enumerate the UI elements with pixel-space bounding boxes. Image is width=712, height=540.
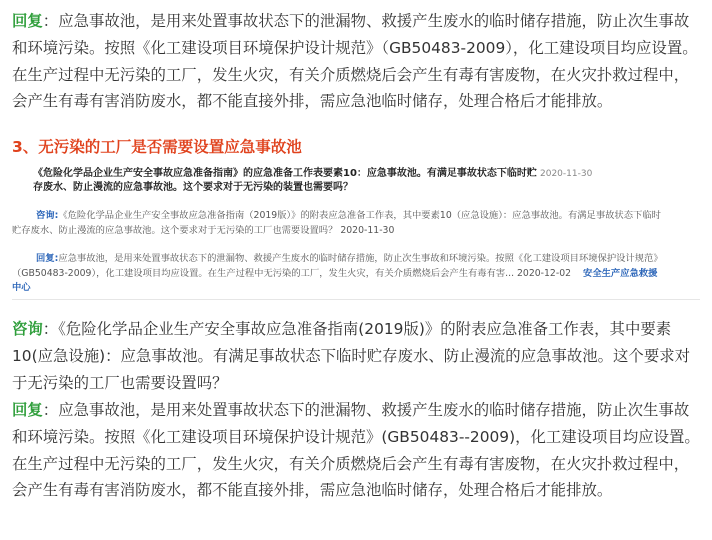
- reply-text: ：应急事故池，是用来处置事故状态下的泄漏物、救援产生废水的临时储存措施，防止次生事故和环境污染。按照《化工建设项目环境保护设计规范》(GB50483--2009)，化工建设项目均应设置。在生产过程中无污染的工厂，发生火灾，有关介质燃烧后会产生有毒有害废物，在火灾扑救过程中，会产生有毒有害消防废水，都不能直接外排，需应急池临时储存，处理合格后才能排放。: [12, 401, 700, 500]
- divider: [12, 299, 700, 300]
- question-title: 《危险化学品企业生产安全事故应急准备指南》的应急准备工作表要素10：应急事故池。有满足事故状态下临时贮存废水、防止漫流的应急事故池。这个要求对于无污染的装置也需要吗？: [33, 168, 537, 193]
- ask-label: 咨询: [12, 320, 43, 338]
- reply-paragraph-1: [12, 8, 702, 115]
- screenshot-ask-block: [12, 209, 662, 238]
- section-title: 3、无污染的工厂是否需要设置应急事故池: [12, 138, 302, 156]
- reply-label: 回复: [12, 401, 43, 419]
- screenshot-org-link[interactable]: 安全生产应急救援中心: [12, 267, 658, 293]
- screenshot-ask-label: 咨询:: [36, 210, 59, 221]
- question-date: 2020-11-30: [540, 169, 593, 179]
- ask-paragraph: [12, 316, 702, 396]
- reply-paragraph-2: [12, 397, 702, 504]
- screenshot-reply-block: [12, 252, 662, 296]
- screenshot-ask-text: 《危险化学品企业生产安全事故应急准备指南（2019版）》的附表应急准备工作表，其中要素10（应急设施）：应急事故池。有满足事故状态下临时贮存废水、防止漫流的应急事故池。这个要求对于无污染的工厂也需要设置吗？ 2020-11-30: [12, 210, 661, 236]
- ask-text: ：《危险化学品企业生产安全事故应急准备指南(2019版)》的附表应急准备工作表，其中要素10(应急设施)：应急事故池。有满足事故状态下临时贮存废水、防止漫流的应急事故池。这个要求对于无污染的工厂也需要设置吗？: [12, 320, 690, 392]
- reply-text: ：应急事故池，是用来处置事故状态下的泄漏物、救援产生废水的临时储存措施，防止次生事故和环境污染。按照《化工建设项目环境保护设计规范》（GB50483-2009），化工建设项目均应设置。在生产过程中无污染的工厂，发生火灾，有关介质燃烧后会产生有毒有害废物，在火灾扑救过程中，会产生有毒有害消防废水，都不能直接外排，需应急池临时储存，处理合格后才能排放。: [12, 12, 698, 111]
- reply-label: 回复: [12, 12, 43, 30]
- screenshot-reply-text: 应急事故池，是用来处置事故状态下的泄漏物、救援产生废水的临时储存措施，防止次生事故和环境污染。按照《化工建设项目环境保护设计规范》（GB50483-2009），化工建设项目均应设置。在生产过程中无污染的工厂，发生火灾，有关介质燃烧后会产生有毒有害... 2020-12-02: [12, 253, 658, 279]
- screenshot-reply-label: 回复:: [36, 253, 59, 264]
- embedded-qa-screenshot: [12, 167, 700, 300]
